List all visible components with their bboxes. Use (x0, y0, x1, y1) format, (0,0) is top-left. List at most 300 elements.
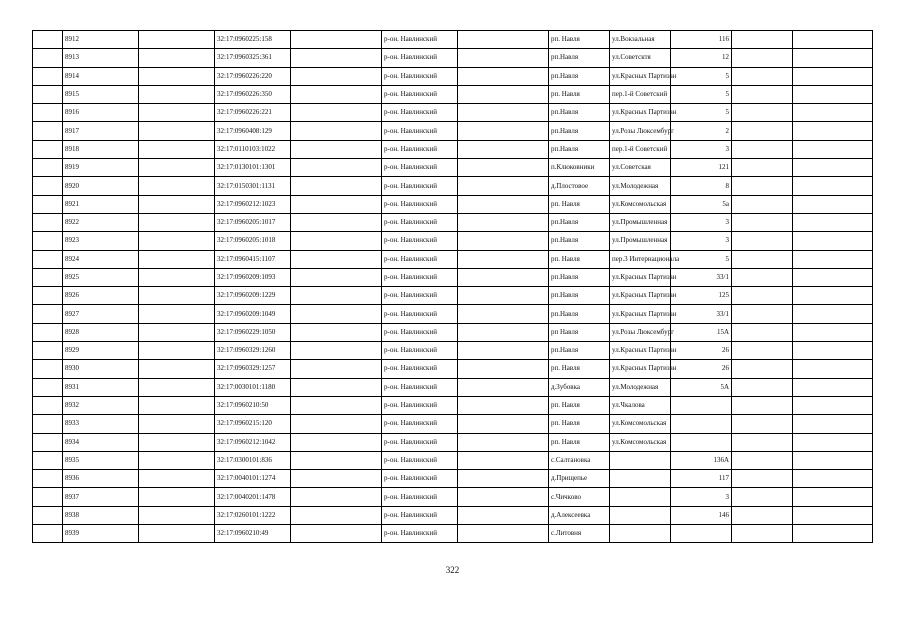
cell-house: 15А (671, 323, 732, 341)
cell-empty (732, 433, 793, 451)
cell-empty (732, 305, 793, 323)
cell-empty (33, 104, 63, 122)
cell-empty (732, 159, 793, 177)
cell-empty (291, 525, 382, 543)
cell-empty (458, 506, 549, 524)
cell-district: р-он. Навлинский (382, 396, 458, 414)
cell-street: ул.Красных Партизан (610, 268, 671, 286)
cell-house: 5А (671, 378, 732, 396)
cell-empty (458, 232, 549, 250)
cell-locality: рп.Навля (549, 122, 610, 140)
cell-empty (139, 396, 215, 414)
cell-locality: рп. Навля (549, 195, 610, 213)
cell-house: 3 (671, 140, 732, 158)
table-row (33, 451, 873, 469)
cell-street: ул.Вокзальная (610, 31, 671, 49)
cell-empty (732, 213, 793, 231)
cell-empty (33, 49, 63, 67)
cell-street: ул.Промышленная (610, 213, 671, 231)
table-row (33, 415, 873, 433)
cell-empty (793, 104, 873, 122)
cell-empty (139, 525, 215, 543)
cell-empty (139, 433, 215, 451)
cell-empty (139, 415, 215, 433)
cell-empty (458, 451, 549, 469)
cell-no: 8933 (63, 415, 139, 433)
cell-empty (139, 195, 215, 213)
cell-house: 5 (671, 85, 732, 103)
cell-empty (793, 177, 873, 195)
cell-empty (291, 488, 382, 506)
cell-empty (793, 470, 873, 488)
cell-no: 8938 (63, 506, 139, 524)
cell-empty (291, 451, 382, 469)
cell-house: 2 (671, 122, 732, 140)
cell-street: ул.Красных Партизан (610, 104, 671, 122)
cell-no: 8932 (63, 396, 139, 414)
cell-empty (33, 287, 63, 305)
cell-street: ул.Молодежная (610, 378, 671, 396)
cell-empty (458, 415, 549, 433)
cell-street: пер.3 Интернационала (610, 250, 671, 268)
cell-district: р-он. Навлинский (382, 250, 458, 268)
cell-empty (793, 305, 873, 323)
cell-no: 8914 (63, 67, 139, 85)
cell-cadastral: 32:17:0960408:129 (215, 122, 291, 140)
cell-district: р-он. Навлинский (382, 31, 458, 49)
cell-empty (33, 140, 63, 158)
cell-street: ул.Красных Партизан (610, 305, 671, 323)
cell-street: ул.Комсомольская (610, 195, 671, 213)
cell-empty (291, 85, 382, 103)
cell-locality: рп. Навля (549, 250, 610, 268)
cell-district: р-он. Навлинский (382, 378, 458, 396)
cell-empty (291, 378, 382, 396)
cell-no: 8923 (63, 232, 139, 250)
cell-street (610, 451, 671, 469)
cell-empty (732, 268, 793, 286)
cell-empty (458, 268, 549, 286)
cell-district: р-он. Навлинский (382, 323, 458, 341)
cell-locality: рп.Навля (549, 268, 610, 286)
cell-empty (139, 287, 215, 305)
cell-empty (793, 360, 873, 378)
cell-house: 26 (671, 342, 732, 360)
cell-empty (732, 232, 793, 250)
cell-empty (139, 122, 215, 140)
cell-district: р-он. Навлинский (382, 506, 458, 524)
cell-house: 125 (671, 287, 732, 305)
cell-empty (458, 67, 549, 85)
cell-empty (458, 49, 549, 67)
cell-empty (33, 378, 63, 396)
cell-district: р-он. Навлинский (382, 85, 458, 103)
cell-street: ул.Чкалова (610, 396, 671, 414)
table-row (33, 360, 873, 378)
page-number: 322 (445, 565, 460, 575)
cell-locality: рп.Навля (549, 305, 610, 323)
cell-district: р-он. Навлинский (382, 433, 458, 451)
cell-no: 8916 (63, 104, 139, 122)
cell-locality: рп. Навля (549, 415, 610, 433)
cell-no: 8926 (63, 287, 139, 305)
cell-district: р-он. Навлинский (382, 451, 458, 469)
cell-empty (793, 67, 873, 85)
cell-empty (458, 488, 549, 506)
cell-empty (793, 323, 873, 341)
register-body (33, 31, 873, 543)
cell-house: 8 (671, 177, 732, 195)
cell-empty (33, 213, 63, 231)
cell-locality: рп. Навля (549, 396, 610, 414)
cell-empty (458, 396, 549, 414)
cell-empty (793, 122, 873, 140)
cell-empty (33, 67, 63, 85)
cell-empty (139, 378, 215, 396)
cell-house: 26 (671, 360, 732, 378)
cell-locality: с.Чичково (549, 488, 610, 506)
cell-locality: рп. Навля (549, 360, 610, 378)
cell-locality: рп.Навля (549, 342, 610, 360)
cell-empty (732, 49, 793, 67)
cell-locality: рп Навля (549, 323, 610, 341)
cell-district: р-он. Навлинский (382, 268, 458, 286)
cell-empty (139, 49, 215, 67)
cell-empty (732, 177, 793, 195)
cell-district: р-он. Навлинский (382, 122, 458, 140)
cell-district: р-он. Навлинский (382, 177, 458, 195)
cell-empty (291, 177, 382, 195)
cell-empty (291, 122, 382, 140)
cell-empty (793, 140, 873, 158)
cell-cadastral: 32:17:0040101:1274 (215, 470, 291, 488)
cell-empty (458, 287, 549, 305)
cell-empty (33, 195, 63, 213)
cell-district: р-он. Навлинский (382, 104, 458, 122)
cell-empty (33, 323, 63, 341)
cell-no: 8920 (63, 177, 139, 195)
table-row (33, 140, 873, 158)
cell-cadastral: 32:17:0110103:1022 (215, 140, 291, 158)
cell-empty (793, 433, 873, 451)
cell-empty (291, 396, 382, 414)
cell-no: 8930 (63, 360, 139, 378)
cell-empty (33, 360, 63, 378)
cell-empty (732, 140, 793, 158)
cell-empty (732, 287, 793, 305)
cell-empty (793, 195, 873, 213)
cell-empty (732, 525, 793, 543)
cell-cadastral: 32:17:0960226:350 (215, 85, 291, 103)
cell-empty (33, 122, 63, 140)
cell-street: ул.Розы Люксембург (610, 323, 671, 341)
cell-house: 146 (671, 506, 732, 524)
cell-no: 8931 (63, 378, 139, 396)
cell-empty (33, 232, 63, 250)
cell-empty (793, 250, 873, 268)
cell-empty (291, 360, 382, 378)
cell-empty (793, 49, 873, 67)
cell-no: 8912 (63, 31, 139, 49)
cell-empty (33, 506, 63, 524)
cell-cadastral: 32:17:0960225:158 (215, 31, 291, 49)
table-row (33, 268, 873, 286)
cell-cadastral: 32:17:0260101:1222 (215, 506, 291, 524)
cell-empty (33, 159, 63, 177)
table-row (33, 67, 873, 85)
cell-district: р-он. Навлинский (382, 342, 458, 360)
table-row (33, 31, 873, 49)
cell-no: 8935 (63, 451, 139, 469)
cell-empty (732, 85, 793, 103)
cell-empty (291, 470, 382, 488)
cell-no: 8925 (63, 268, 139, 286)
cell-no: 8918 (63, 140, 139, 158)
cell-empty (291, 433, 382, 451)
cell-district: р-он. Навлинский (382, 49, 458, 67)
cell-empty (291, 287, 382, 305)
cell-empty (458, 360, 549, 378)
cell-locality: рп. Навля (549, 433, 610, 451)
cell-no: 8928 (63, 323, 139, 341)
cell-house: 5а (671, 195, 732, 213)
cell-empty (458, 104, 549, 122)
cell-house: 33/1 (671, 305, 732, 323)
cell-empty (139, 250, 215, 268)
cell-empty (793, 396, 873, 414)
cell-empty (139, 159, 215, 177)
cell-empty (458, 85, 549, 103)
cell-empty (291, 342, 382, 360)
cell-cadastral: 32:17:0960325:361 (215, 49, 291, 67)
cell-locality: д.Алексеевка (549, 506, 610, 524)
cell-empty (732, 451, 793, 469)
cell-district: р-он. Навлинский (382, 67, 458, 85)
cell-empty (291, 31, 382, 49)
cell-cadastral: 32:17:0960415:1107 (215, 250, 291, 268)
cell-locality: рп.Навля (549, 67, 610, 85)
cell-empty (139, 67, 215, 85)
table-row (33, 470, 873, 488)
cell-empty (732, 250, 793, 268)
cell-empty (291, 159, 382, 177)
cell-house: 3 (671, 488, 732, 506)
cell-empty (793, 232, 873, 250)
cell-cadastral: 32:17:0960229:1050 (215, 323, 291, 341)
cell-empty (33, 342, 63, 360)
cell-empty (732, 470, 793, 488)
cell-cadastral: 32:17:0030101:1180 (215, 378, 291, 396)
cell-empty (33, 396, 63, 414)
cell-street (610, 470, 671, 488)
cell-district: р-он. Навлинский (382, 488, 458, 506)
cell-empty (458, 525, 549, 543)
cell-house: 5 (671, 104, 732, 122)
table-row (33, 177, 873, 195)
cell-empty (139, 488, 215, 506)
cell-house: 136А (671, 451, 732, 469)
cell-empty (458, 31, 549, 49)
cell-empty (291, 213, 382, 231)
cell-cadastral: 32:17:0960212:1023 (215, 195, 291, 213)
table-row (33, 49, 873, 67)
cell-street: ул.Комсомольская (610, 433, 671, 451)
cell-empty (732, 342, 793, 360)
cell-empty (793, 268, 873, 286)
table-row (33, 305, 873, 323)
cell-empty (291, 415, 382, 433)
cell-no: 8927 (63, 305, 139, 323)
cell-empty (139, 213, 215, 231)
cell-cadastral: 32:17:0960209:1229 (215, 287, 291, 305)
cell-street: ул.Промышленная (610, 232, 671, 250)
cell-district: р-он. Навлинский (382, 360, 458, 378)
cell-empty (793, 31, 873, 49)
cell-empty (458, 140, 549, 158)
cell-house: 5 (671, 67, 732, 85)
cell-locality: рп.Навля (549, 232, 610, 250)
cell-empty (732, 122, 793, 140)
cell-empty (139, 140, 215, 158)
cell-empty (291, 323, 382, 341)
cell-empty (732, 360, 793, 378)
cell-empty (458, 323, 549, 341)
table-row (33, 488, 873, 506)
cell-empty (793, 488, 873, 506)
cell-empty (793, 213, 873, 231)
cell-empty (139, 451, 215, 469)
cell-cadastral: 32:17:0960329:1260 (215, 342, 291, 360)
cell-locality: рп.Навля (549, 213, 610, 231)
cell-street: ул.Красных Партизан (610, 287, 671, 305)
cell-empty (793, 451, 873, 469)
cell-empty (458, 250, 549, 268)
cell-no: 8922 (63, 213, 139, 231)
cell-district: р-он. Навлинский (382, 525, 458, 543)
cell-street: ул.Красных Партизан (610, 360, 671, 378)
cell-empty (291, 506, 382, 524)
cell-empty (33, 31, 63, 49)
cell-empty (291, 67, 382, 85)
cell-street: ул.Красных Партизан (610, 67, 671, 85)
table-row (33, 232, 873, 250)
cell-empty (458, 378, 549, 396)
cell-locality: рп.Навля (549, 140, 610, 158)
cell-district: р-он. Навлинский (382, 305, 458, 323)
cell-empty (139, 323, 215, 341)
cell-empty (793, 506, 873, 524)
cell-empty (732, 31, 793, 49)
cell-district: р-он. Навлинский (382, 470, 458, 488)
cell-no: 8921 (63, 195, 139, 213)
cell-empty (33, 177, 63, 195)
table-row (33, 396, 873, 414)
table-row (33, 213, 873, 231)
cell-cadastral: 32:17:0960215:120 (215, 415, 291, 433)
cell-empty (139, 85, 215, 103)
cell-empty (291, 305, 382, 323)
cell-locality: рп.Навля (549, 49, 610, 67)
cell-street: ул.Комсомольская (610, 415, 671, 433)
cell-locality: рп.Навля (549, 287, 610, 305)
cell-no: 8913 (63, 49, 139, 67)
table-row (33, 250, 873, 268)
cell-empty (33, 250, 63, 268)
cell-locality: д.Прищепье (549, 470, 610, 488)
cell-cadastral: 32:17:0960212:1042 (215, 433, 291, 451)
cell-empty (291, 195, 382, 213)
cell-empty (732, 323, 793, 341)
cell-no: 8915 (63, 85, 139, 103)
cell-house: 5 (671, 250, 732, 268)
cell-empty (732, 506, 793, 524)
cell-street: ул.Розы Люксембург (610, 122, 671, 140)
cell-no: 8929 (63, 342, 139, 360)
cell-street (610, 525, 671, 543)
cell-empty (139, 360, 215, 378)
cell-empty (139, 31, 215, 49)
cell-empty (33, 305, 63, 323)
cell-empty (458, 213, 549, 231)
cell-district: р-он. Навлинский (382, 415, 458, 433)
cell-empty (458, 159, 549, 177)
cell-no: 8936 (63, 470, 139, 488)
cell-locality: п.Клюковники (549, 159, 610, 177)
cell-district: р-он. Навлинский (382, 195, 458, 213)
cell-house: 33/1 (671, 268, 732, 286)
cell-street: пер.1-й Советский (610, 140, 671, 158)
table-row (33, 525, 873, 543)
cell-empty (793, 159, 873, 177)
cell-cadastral: 32:17:0960210:49 (215, 525, 291, 543)
cell-street: ул.Молодежная (610, 177, 671, 195)
cell-locality: д.Зубовка (549, 378, 610, 396)
cell-empty (33, 525, 63, 543)
cell-cadastral: 32:17:0960209:1049 (215, 305, 291, 323)
cell-locality: с.Литовня (549, 525, 610, 543)
cell-street: пер.1-й Советский (610, 85, 671, 103)
cell-empty (291, 104, 382, 122)
table-row (33, 506, 873, 524)
cell-street: ул.Советсктя (610, 49, 671, 67)
cell-empty (793, 342, 873, 360)
cell-cadastral: 32:17:0150301:1131 (215, 177, 291, 195)
cell-no: 8919 (63, 159, 139, 177)
cell-empty (33, 470, 63, 488)
cell-house: 12 (671, 49, 732, 67)
cell-cadastral: 32:17:0960226:220 (215, 67, 291, 85)
cell-no: 8924 (63, 250, 139, 268)
cell-empty (139, 342, 215, 360)
cell-empty (139, 232, 215, 250)
cell-cadastral: 32:17:0300101:836 (215, 451, 291, 469)
cell-empty (291, 250, 382, 268)
cell-empty (458, 195, 549, 213)
cell-locality: рп. Навля (549, 31, 610, 49)
cell-house (671, 525, 732, 543)
table-row (33, 85, 873, 103)
cell-street (610, 488, 671, 506)
cell-no: 8937 (63, 488, 139, 506)
cell-empty (291, 232, 382, 250)
table-row (33, 323, 873, 341)
cell-street: ул.Советская (610, 159, 671, 177)
cell-empty (732, 67, 793, 85)
cell-empty (139, 506, 215, 524)
cell-empty (793, 85, 873, 103)
table-row (33, 433, 873, 451)
cell-empty (458, 342, 549, 360)
